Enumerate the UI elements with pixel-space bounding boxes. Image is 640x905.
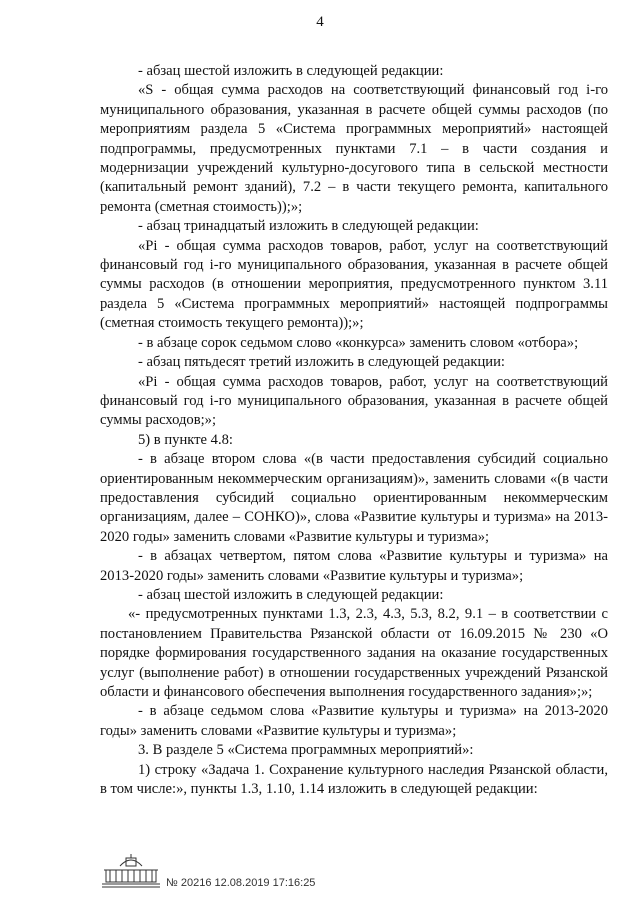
- page-number: 4: [316, 14, 324, 30]
- paragraph: - в абзаце сорок седьмом слово «конкурса» заменить словом «отбора»;: [138, 334, 579, 351]
- paragraph: «- предусмотренных пунктами 1.3, 2.3, 4.3, 5.3, 8.2, 9.1 – в соответствии с постановлением Правительства Рязанской области от 16.09.2015 № 230 «О порядке формирования государственного задания на оказание государственных услуг (выполнение работ) в отношении государственных учреждений Рязанской области и финансового обеспечения выполнения государственного задания»;»;: [100, 606, 608, 700]
- paragraph: - абзац шестой изложить в следующей редакции:: [138, 63, 444, 79]
- paragraph: - абзац шестой изложить в следующей редакции:: [138, 586, 444, 603]
- paragraph: - в абзацах четвертом, пятом слова «Развитие культуры и туризма» на 2013-2020 годы» заменить словами «Развитие культуры и туризма»;: [100, 548, 608, 584]
- government-building-logo: [100, 852, 162, 892]
- paragraph: - абзац пятьдесят третий изложить в следующей редакции:: [138, 354, 505, 371]
- paragraph: 1) строку «Задача 1. Сохранение культурного наследия Рязанской области, в том числе:», пункты 1.3, 1.10, 1.14 изложить в следующей редакции:: [100, 761, 608, 798]
- paragraph: - в абзаце втором слова «(в части предоставления субсидий социально ориентированным некоммерческим организациям)», заменить словами «(в части предоставления субсидий социально ориентированным некоммерческим организациям, далее – СОНКО)», слова «Развитие культуры и туризма» на 2013-2020 годы» заменить словами «Развитие культуры и туризма»;: [100, 451, 608, 545]
- paragraph: 3. В разделе 5 «Система программных мероприятий»:: [138, 742, 474, 759]
- paragraph: 5) в пункте 4.8:: [138, 431, 233, 448]
- paragraph: - в абзаце седьмом слова «Развитие культуры и туризма» на 2013-2020 годы» заменить словами «Развитие культуры и туризма»;: [100, 703, 608, 739]
- registration-stamp: № 20216 12.08.2019 17:16:25: [166, 877, 316, 889]
- paragraph: «S - общая сумма расходов на соответствующий финансовый год i-го муниципального образования, указанная в расчете общей суммы расходов (по мероприятиям раздела 5 «Система программных мероприятий» настоящей подпрограммы, предусмотренных пунктами 7.1 – в части создания и модернизации учреждений культурно-досугового типа в сельской местности (капитальный ремонт зданий), 7.2 – в части текущего ремонта, капитального ремонта (сметная стоимость));»;: [100, 82, 608, 215]
- document-body: [100, 62, 608, 799]
- paragraph: - абзац тринадцатый изложить в следующей редакции:: [138, 218, 479, 235]
- paragraph: «Pi - общая сумма расходов товаров, работ, услуг на соответствующий финансовый год i-го муниципального образования, указанная в расчете общей суммы расходов (в отношении мероприятия, предусмотренного пунктом 3.11 раздела 5 «Система программных мероприятий» настоящей подпрограммы (сметная стоимость текущего ремонта));»;: [100, 237, 608, 332]
- paragraph: «Pi - общая сумма расходов товаров, работ, услуг на соответствующий финансовый год i-го муниципального образования, указанная в расчете общей суммы расходов;»;: [100, 373, 608, 429]
